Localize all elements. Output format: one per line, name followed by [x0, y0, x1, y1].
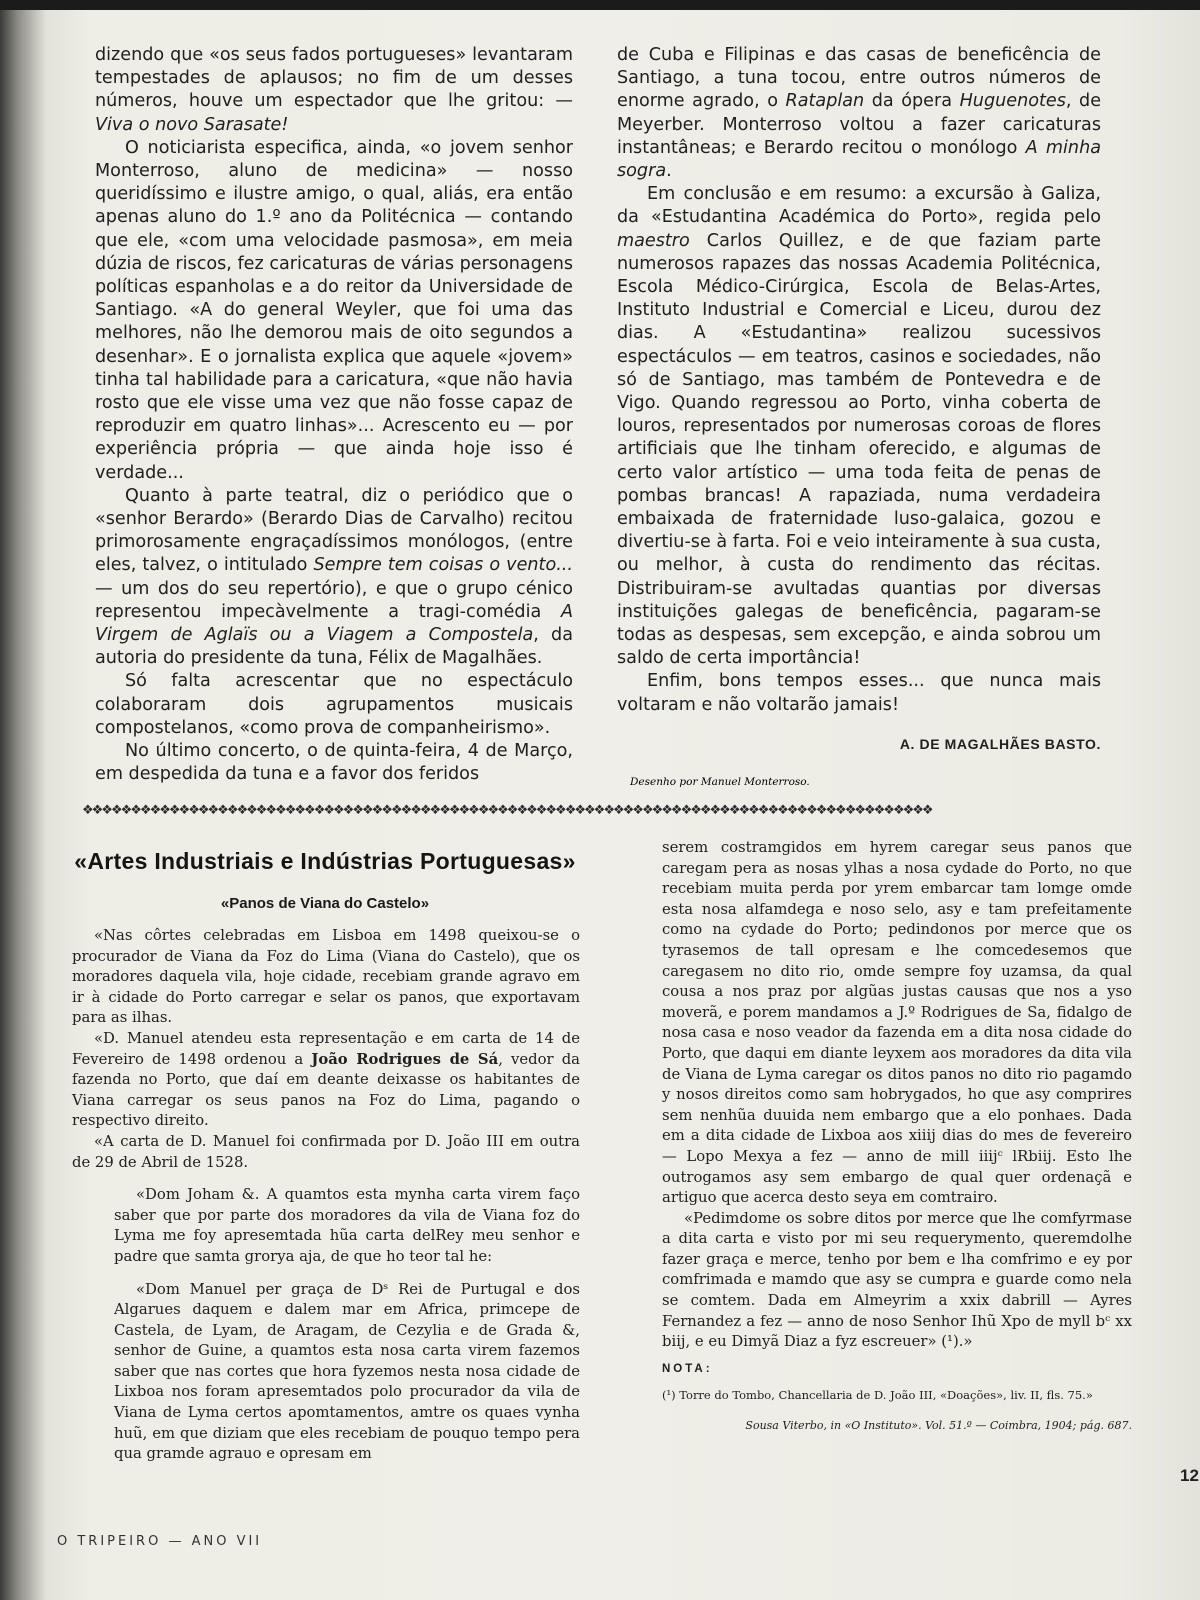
paragraph: «Nas côrtes celebradas em Lisboa em 1498 queixou-se o procurador de Viana da Foz do Lima (Viana do Castelo), que os moradores daquela vila, hoje cidade, recebiam grande agravo em ir à cidade do Porto carregar e selar os panos, que exportavam para as ilhas. — [72, 927, 580, 1027]
italic-text: Huguenotes — [959, 91, 1066, 112]
paragraph: O noticiarista especifica, ainda, «o jovem senhor Monterroso, aluno de medicina» — nosso queridíssimo e ilustre amigo, o qual, aliás, era então apenas aluno do 1.º ano da Politécnica — contando que ele, «com uma velocidade pasmosa», em meia dúzia de riscos, fez caricaturas de várias personagens políticas espanholas e a do reitor da Universidade de Santiago. «A do general Weyler, que foi uma das melhores, não lhe demorou mais de oito segundos a desenhar». E o jornalista explica que aquele «jovem» tinha tal habilidade para a caricatura, «que não havia rosto que ele visse uma vez que não fosse capaz de reproduzir em quatro linhas»... Acrescento eu — por experiência própria — que ainda hoje isso é verdade... — [95, 137, 574, 483]
paragraph: serem costramgidos em hyrem caregar seus panos que caregam pera as nosas ylhas a nosa cydade do Porto, no que recebiam muita perda por yrem embarcar tam lomge omde esta nosa alfamdega e noso selo, asy e tam prefeitamente como na cydade do Porto; pedindonos por merce que os tyrasemos de tall opresam e lhe comcedesemos que caregasem no dito rio, omde sempre foy uzamsa, da qual cousa a nos praz por algũas justas causas que nos a yso moverã, e porem mandamos a J.º Rodrigues de Sa, fidalgo de nosa casa e noso veador da fazenda em a dita nosa cidade do Porto, que daqui em diante leyxem aos moradores da dita vila de Viana de Lyma caregar os ditos panos no dito rio pagamdo y nosos direitos como sam hobrygados, ho que asy comprires sem nenhũa duuida nem embargo que a elo ponhaes. Dada em a dita cidade de Lixboa aos xiiij dias do mes de fevereiro — Lopo Mexya a fez — anno de mill iiijᶜ lRbiij. Esto lhe outrogamos asy sem embargo de qual quer ordenaçã e artiguo que acerca desto seya em comtrairo. — [662, 839, 1132, 1207]
paragraph: «D. Manuel atendeu esta representação e em carta de 14 de Fevereiro de 1498 ordenou a João Rodrigues de Sá, vedor da fazenda no Porto, que daí em deante deixasse os habitantes de Viana carregar os seus panos na Foz do Lima, pagando o respectivo direito. — [72, 1029, 580, 1130]
quoted-letter: «Dom Joham &. A quamtos esta mynha carta virem faço saber que por parte dos moradores da vila de Viana foz do Lyma me foy apresemtada hũa carta delRey meu senhor e padre que samta grorya aja, de que ho teor tal he: — [114, 1186, 580, 1265]
paragraph: «Pedimdome os sobre ditos por merce que lhe comfyrmase a dita carta e visto por mi seu requerymento, queremdolhe fazer graça e merce, tenho por bem e lha comfrimo e ey por comfrimada e mamdo que asy se cumpra e guarde como nela se comtem. Dada em Almeyrim a xxix dabrill — Ayres Fernandez a fez — anno de noso Senhor Ihũ Xpo de myll bᶜ xx biij, e eu Dimyã Diaz a fyz escreuer» (¹).» — [662, 1209, 1132, 1351]
running-footer: O TRIPEIRO — ANO VII — [57, 1534, 263, 1549]
italic-text: Rataplan — [785, 91, 865, 112]
scan-top-edge — [0, 0, 1200, 10]
paragraph: «A carta de D. Manuel foi confirmada por D. João III em outra de 29 de Abril de 1528. — [72, 1132, 580, 1171]
top-right-column — [617, 44, 1101, 756]
italic-text: maestro — [617, 230, 690, 251]
top-left-column — [95, 44, 573, 787]
page-number: 12 — [1180, 1466, 1199, 1485]
bold-name: João Rodrigues de Sá — [311, 1050, 499, 1068]
italic-text: Viva o novo Sarasate! — [95, 114, 289, 135]
paragraph: Em conclusão e em resumo: a excursão à Galiza, da «Estudantina Académica do Porto», regida pelo maestro Carlos Quillez, e de que faziam parte numerosos rapazes das nossas Academia Politécnica, Escola Médico-Cirúrgica, Escola de Belas-Artes, Instituto Industrial e Comercial e Liceu, durou dez dias. A «Estudantina» realizou sucessivos espectáculos — em teatros, casinos e sociedades, não só de Santiago, mas também de Pontevedra e de Vigo. Quando regressou ao Porto, vinha coberta de louros, representados por numerosas coroas de flores artificiais que lhe tinham oferecido, e algumas de certo valor artístico — uma toda feita de penas de pombas brancas! A rapaziada, numa verdadeira embaixada de fraternidade luso-galaica, gozou e divertiu-se à farta. Foi e veio inteiramente à sua custa, ou melhor, à custa do rendimento das récitas. Distribuiram-se avultadas quantias por diversas instituições galegas de beneficência, pagaram-se todas as despesas, sem excepção, e ainda sobrou um saldo de certa importância! — [617, 184, 1101, 669]
bottom-left-column — [72, 926, 580, 1465]
italic-text: A Virgem de Aglaïs ou a Viagem a Compostela — [95, 601, 573, 646]
paragraph: dizendo que «os seus fados portugueses» levantaram tempestades de aplausos; no fim de um desses números, houve um espectador que lhe gritou: — Viva o novo Sarasate! — [95, 45, 573, 135]
paragraph: Enfim, bons tempos esses... que nunca mais voltaram e não voltarão jamais! — [617, 671, 1101, 715]
source-reference: Sousa Viterbo, in «O Instituto». Vol. 51.º — Coimbra, 1904; pág. 687. — [745, 1419, 1132, 1433]
note-heading: NOTA: — [662, 1362, 713, 1375]
section-subtitle: «Panos de Viana do Castelo» — [220, 895, 430, 912]
italic-text: A minha sogra — [617, 137, 1101, 182]
section-title: «Artes Industriais e Indústrias Portuguesas» — [74, 848, 576, 874]
paragraph: No último concerto, o de quinta-feira, 4 de Março, em despedida da tuna e a favor dos feridos — [95, 741, 573, 785]
paragraph: de Cuba e Filipinas e das casas de beneficência de Santiago, a tuna tocou, entre outros números de enorme agrado, o Rataplan da ópera Huguenotes, de Meyerber. Monterroso voltou a fazer caricaturas instantâneas; e Berardo recitou o monólogo A minha sogra. — [617, 45, 1102, 182]
drawing-credit: Desenho por Manuel Monterroso. — [630, 776, 810, 788]
quoted-letter: «Dom Manuel per graça de Dˢ Rei de Purtugal e dos Algarues daquem e dalem mar em Africa, primcepe de Castela, de Lyam, de Aragam, de Cezylia e de Grada &, senhor de Guine, a quamtos esta nosa carta virem fazemos saber que nas cortes que hora fyzemos nesta nosa cidade de Lixboa nos foram apresemtados polo procurador da vila de Viana de Lyma certos apomtamentos, amtre os quaes vynha huũ, em que diziam que eles recebiam de pouquo tempo pera qua gramde agrauo e opresam em — [114, 1280, 580, 1463]
bottom-right-column — [662, 838, 1132, 1437]
paragraph: Só falta acrescentar que no espectáculo colaboraram dois agrupamentos musicais compostelanos, «como prova de companheirismo». — [95, 671, 573, 738]
author-signature: A. DE MAGALHÃES BASTO. — [899, 735, 1101, 752]
ornamental-divider: ❖❖❖❖❖❖❖❖❖❖❖❖❖❖❖❖❖❖❖❖❖❖❖❖❖❖❖❖❖❖❖❖❖❖❖❖❖❖❖❖❖❖❖❖❖❖❖❖❖❖❖❖❖❖❖❖❖❖❖❖❖❖❖❖❖❖❖❖❖❖❖❖❖❖❖❖❖❖❖❖❖❖❖❖❖❖❖❖ — [82, 803, 932, 818]
paragraph: Quanto à parte teatral, diz o periódico que o «senhor Berardo» (Berardo Dias de Carvalho) recitou primorosamente engraçadíssimos monólogos, (entre eles, talvez, o intitulado Sempre tem coisas o vento... — um dos do seu repertório), e que o grupo cénico representou impecàvelmente a tragi-comédia A Virgem de Aglaïs ou a Viagem a Compostela, da autoria do presidente da tuna, Félix de Magalhães. — [95, 485, 573, 669]
footnote: (¹) Torre do Tombo, Chancellaria de D. João III, «Doações», liv. II, fls. 75.» — [662, 1388, 1093, 1403]
italic-text: Sempre tem coisas o vento... — [313, 555, 573, 576]
